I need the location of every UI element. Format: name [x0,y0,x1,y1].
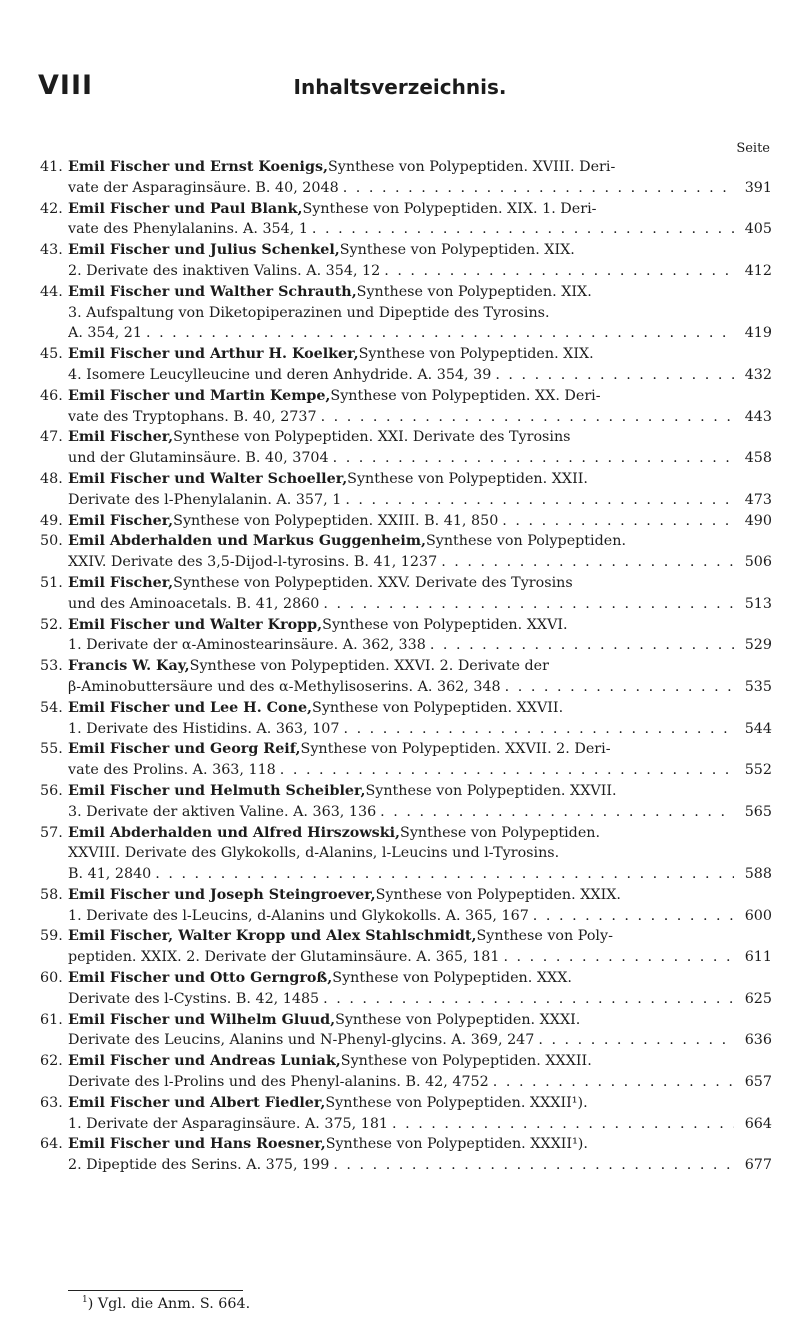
entry-line [68,219,772,240]
entry-title: Synthese von Polypeptiden. XXVII. [365,782,617,799]
entry-number: 53. [40,658,63,675]
entry-line [68,947,772,968]
entry-number: 47. [40,429,63,446]
entry-page: 412 [744,262,772,279]
entry-title-continued: β-Aminobuttersäure und des α-Methylisoserins. A. 362, 348 [68,678,501,695]
entry-authors: Emil Fischer und Wilhelm Gluud, [68,1011,336,1028]
dot-leader [317,407,734,428]
entry-page: 432 [744,366,772,383]
page-number: VIII [38,70,94,101]
toc-entry [38,344,772,386]
entry-number: 41. [40,159,63,175]
entry-authors: Emil Fischer und Lee H. Cone, [68,699,313,716]
entry-authors: Emil Fischer und Georg Reif, [68,741,301,758]
entry-title: Synthese von Polypeptiden. XVIII. Deri- [328,159,616,175]
entry-authors: Emil Fischer und Joseph Steingroever, [68,886,376,903]
entry-title: Synthese von Polypeptiden. XXX. [332,970,572,987]
entry-line [68,407,772,428]
dot-leader [319,989,734,1010]
entry-page: 529 [744,637,772,654]
toc-entry [38,511,772,532]
entry-page: 588 [744,866,772,883]
dot-leader [529,906,734,927]
dot-leader [319,594,734,615]
entry-line [68,1155,772,1176]
entry-title-continued: peptiden. XXIX. 2. Derivate der Glutaminsäure. A. 365, 181 [68,949,500,966]
entry-authors: Emil Fischer und Walther Schrauth, [68,283,357,300]
entry-title: Synthese von Polypeptiden. XIX. [356,283,592,300]
entry-line [68,365,772,386]
entry-page: 664 [744,1115,772,1132]
dot-leader [376,802,734,823]
entry-title-continued: Derivate des l-Phenylalanin. A. 357, 1 [68,491,342,508]
toc-entry [38,157,772,199]
entry-page: 544 [744,720,772,737]
entry-title-continued: 4. Isomere Leucylleucine und deren Anhydride. A. 354, 39 [68,366,492,383]
running-header [0,70,800,110]
entry-title-continued: XXVIII. Derivate des Glykokolls, d-Alanins, l-Leucins und l-Tyrosins. [68,845,560,862]
entry-title-continued: B. 41, 2840 [68,866,152,883]
footnote-marker: 1 [82,1295,88,1305]
entry-title-continued: und der Glutaminsäure. B. 40, 3704 [68,450,329,467]
entry-line [68,511,772,532]
entry-title: Synthese von Polypeptiden. XIX. [339,242,575,259]
running-title: Inhaltsverzeichnis. [293,75,507,99]
entry-title: Synthese von Polypeptiden. XXII. [347,470,588,487]
entry-title-continued: vate der Asparaginsäure. B. 40, 2048 [68,179,339,196]
entry-authors: Emil Fischer und Hans Roesner, [68,1136,326,1153]
entry-line [68,823,772,844]
entry-authors: Emil Fischer und Andreas Luniak, [68,1053,341,1070]
entry-number: 59. [40,928,63,945]
toc-entry [38,698,772,740]
entry-page: 419 [744,325,772,342]
entry-authors: Emil Fischer und Otto Gerngroß, [68,970,333,987]
entry-number: 61. [40,1011,63,1028]
entry-title-continued: 1. Derivate der α-Aminostearinsäure. A. 362, 338 [68,637,426,654]
entry-page: 513 [744,595,772,612]
entry-authors: Emil Fischer, Walter Kropp und Alex Stahlschmidt, [68,928,477,945]
entry-title: Synthese von Polypeptiden. XXVI. 2. Derivate der [189,658,549,675]
entry-title-continued: vate des Tryptophans. B. 40, 2737 [68,408,317,425]
entry-title-continued: 1. Derivate des l-Leucins, d-Alanins und Glykokolls. A. 365, 167 [68,907,529,924]
entry-page: 506 [744,554,772,571]
footnote-rule [68,1290,243,1291]
entry-title-continued: 1. Derivate des Histidins. A. 363, 107 [68,720,340,737]
dot-leader [329,448,734,469]
entry-line [68,906,772,927]
dot-leader [489,1072,734,1093]
entry-title-continued: 2. Dipeptide des Serins. A. 375, 199 [68,1157,330,1174]
entry-title-continued: A. 354, 21 [68,325,142,342]
entry-number: 55. [40,741,63,758]
entry-authors: Emil Fischer, [68,574,174,591]
entry-line [68,178,772,199]
entry-number: 58. [40,886,63,903]
entry-authors: Emil Fischer und Helmuth Scheibler, [68,782,366,799]
toc-entries [38,157,772,1176]
entry-authors: Emil Fischer und Julius Schenkel, [68,242,340,259]
toc-entry [38,1134,772,1176]
entry-line [68,552,772,573]
entry-title-continued: XXIV. Derivate des 3,5-Dijod-l-tyrosins. B. 41, 1237 [68,554,438,571]
entry-line [68,656,772,677]
toc-entry [38,469,772,511]
entry-authors: Emil Fischer und Walter Kropp, [68,616,323,633]
toc-entry [38,656,772,698]
entry-number: 43. [40,242,63,259]
dot-leader [339,178,734,199]
toc-entry [38,926,772,968]
entry-title: Synthese von Polypeptiden. XIX. 1. Deri- [302,200,597,217]
entry-title: Synthese von Polypeptiden. XX. Deri- [330,387,601,404]
entry-title: Synthese von Polypeptiden. XXVII. [312,699,564,716]
entry-line [68,344,772,365]
entry-title-continued: Derivate des l-Cystins. B. 42, 1485 [68,990,320,1007]
entry-line [68,427,772,448]
entry-title: Synthese von Polypeptiden. XIX. [358,346,594,363]
dot-leader [340,719,735,740]
entry-line [68,760,772,781]
entry-authors: Emil Fischer und Ernst Koenigs, [68,159,329,175]
entry-line [68,1072,772,1093]
entry-title: Synthese von Polypeptiden. XXVII. 2. Deri- [300,741,611,758]
entry-authors: Emil Fischer und Martin Kempe, [68,387,331,404]
entry-line [68,698,772,719]
entry-page: 535 [744,678,772,695]
entry-title-continued: und des Aminoacetals. B. 41, 2860 [68,595,320,612]
entry-title: Synthese von Polypeptiden. XXVI. [322,616,568,633]
entry-title-continued: 3. Aufspaltung von Diketopiperazinen und Dipeptide des Tyrosins. [68,304,550,321]
entry-number: 50. [40,533,63,550]
entry-title: Synthese von Polypeptiden. XXXII¹). [325,1136,588,1153]
entry-title: Synthese von Polypeptiden. XXV. Derivate des Tyrosins [173,574,573,591]
dot-leader [142,323,734,344]
entry-authors: Emil Fischer und Albert Fiedler, [68,1094,326,1111]
dot-leader [388,1114,734,1135]
entry-number: 45. [40,346,63,363]
entry-line [68,157,772,178]
entry-line [68,1114,772,1135]
entry-line [68,802,772,823]
entry-number: 62. [40,1053,63,1070]
footnote-text: ) Vgl. die Anm. S. 664. [87,1295,251,1312]
entry-line [68,719,772,740]
toc-entry [38,781,772,823]
entry-number: 56. [40,782,63,799]
entry-title: Synthese von Polypeptiden. XXXI. [335,1011,581,1028]
dot-leader [380,261,734,282]
entry-title: Synthese von Polypeptiden. XXIII. B. 41, 850 [173,512,499,529]
entry-number: 57. [40,824,63,841]
entry-number: 48. [40,470,63,487]
entry-line [68,531,772,552]
entry-title: Synthese von Polypeptiden. [400,824,601,841]
entry-authors: Emil Fischer und Walter Schoeller, [68,470,348,487]
entry-authors: Emil Fischer, [68,512,174,529]
entry-number: 42. [40,200,63,217]
entry-title: Synthese von Poly- [476,928,613,945]
entry-title: Synthese von Polypeptiden. [425,533,626,550]
entry-line [68,739,772,760]
toc-entry [38,199,772,241]
entry-authors: Emil Abderhalden und Markus Guggenheim, [68,533,426,550]
entry-authors: Emil Abderhalden und Alfred Hirszowski, [68,824,401,841]
entry-title-continued: 1. Derivate der Asparaginsäure. A. 375, 181 [68,1115,389,1132]
entry-page: 443 [744,408,772,425]
dot-leader [151,864,734,885]
dot-leader [329,1155,734,1176]
entry-title-continued: vate des Prolins. A. 363, 118 [68,762,276,779]
dot-leader [534,1030,734,1051]
footnote [82,1295,250,1312]
entry-authors: Emil Fischer und Paul Blank, [68,200,303,217]
entry-title-continued: 2. Derivate des inaktiven Valins. A. 354, 12 [68,262,381,279]
entry-line [68,594,772,615]
entry-line [68,303,772,324]
entry-page: 600 [744,907,772,924]
entry-line [68,989,772,1010]
entry-page: 565 [744,803,772,820]
dot-leader [276,760,734,781]
entry-number: 60. [40,970,63,987]
entry-title: Synthese von Polypeptiden. XXXII. [340,1053,592,1070]
entry-line [68,677,772,698]
entry-line [68,282,772,303]
entry-line [68,469,772,490]
entry-page: 552 [744,762,772,779]
entry-authors: Emil Fischer und Arthur H. Koelker, [68,346,359,363]
entry-number: 49. [40,512,63,529]
toc-entry [38,531,772,573]
toc-entry [38,386,772,428]
entry-number: 64. [40,1136,63,1153]
entry-title: Synthese von Polypeptiden. XXI. Derivate des Tyrosins [173,429,571,446]
entry-title-continued: 3. Derivate der aktiven Valine. A. 363, 136 [68,803,377,820]
toc-entry [38,1010,772,1052]
toc-entry [38,1093,772,1135]
toc-entry [38,615,772,657]
entry-page: 636 [744,1032,772,1049]
entry-line [68,1010,772,1031]
entry-page: 677 [744,1157,772,1174]
dot-leader [437,552,734,573]
entry-page: 611 [744,949,772,966]
entry-page: 625 [744,990,772,1007]
entry-line [68,261,772,282]
entry-line [68,1093,772,1114]
entry-line [68,1051,772,1072]
toc-entry [38,282,772,344]
entry-line [68,1134,772,1155]
entry-line [68,885,772,906]
dot-leader [499,947,734,968]
entry-line [68,490,772,511]
entry-authors: Francis W. Kay, [68,658,190,675]
entry-line [68,240,772,261]
entry-line [68,615,772,636]
entry-number: 54. [40,699,63,716]
dot-leader [308,219,734,240]
dot-leader [491,365,734,386]
entry-line [68,386,772,407]
entry-line [68,573,772,594]
toc-entry [38,968,772,1010]
entry-line [68,448,772,469]
entry-number: 44. [40,283,63,300]
toc-entry [38,240,772,282]
toc-entry [38,823,772,885]
dot-leader [498,511,734,532]
toc-entry [38,427,772,469]
dot-leader [501,677,734,698]
entry-line [68,781,772,802]
entry-number: 63. [40,1094,63,1111]
entry-title: Synthese von Polypeptiden. XXIX. [375,886,621,903]
dot-leader [341,490,734,511]
entry-number: 52. [40,616,63,633]
entry-line [68,635,772,656]
entry-page: 657 [744,1074,772,1091]
toc-entry [38,573,772,615]
entry-number: 46. [40,387,63,404]
toc-entry [38,739,772,781]
entry-title-continued: vate des Phenylalanins. A. 354, 1 [68,221,308,238]
entry-page: 473 [744,491,772,508]
entry-line [68,926,772,947]
entry-number: 51. [40,574,63,591]
entry-line [68,323,772,344]
entry-page: 405 [744,221,772,238]
entry-title-continued: Derivate des Leucins, Alanins und N-Phenyl-glycins. A. 369, 247 [68,1032,535,1049]
entry-page: 391 [744,179,772,196]
dot-leader [426,635,734,656]
page-column-label: Seite [736,141,770,156]
entry-line [68,968,772,989]
toc-entry [38,1051,772,1093]
entry-page: 490 [744,512,772,529]
entry-page: 458 [744,450,772,467]
entry-title: Synthese von Polypeptiden. XXXII¹). [325,1094,588,1111]
toc-entry [38,885,772,927]
entry-title-continued: Derivate des l-Prolins und des Phenyl-alanins. B. 42, 4752 [68,1074,489,1091]
entry-line [68,199,772,220]
entry-line [68,843,772,864]
entry-line [68,864,772,885]
entry-line [68,1030,772,1051]
entry-authors: Emil Fischer, [68,429,174,446]
